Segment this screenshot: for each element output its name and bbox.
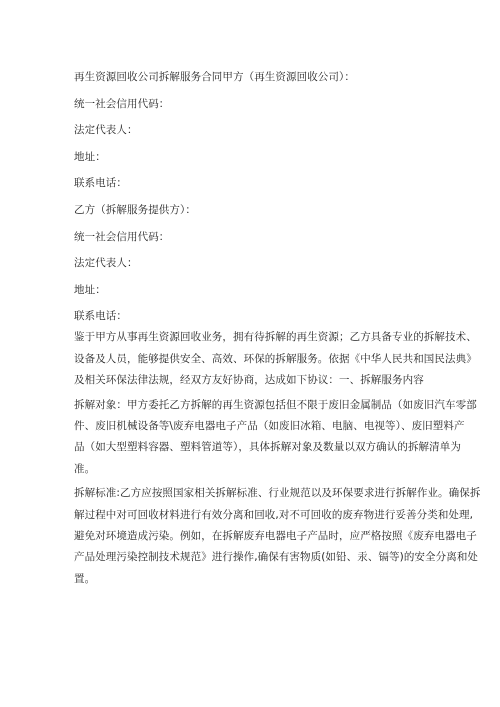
- text-line: 避免对环境造成污染。例如，在拆解废弃电器电子产品时，应严格按照《废弃电器电子: [74, 530, 477, 542]
- text-line: 产品处理污染控制技术规范》进行操作,确保有害物质(如铅、汞、镉等)的安全分离和处: [74, 551, 479, 564]
- text-line: 拆解标准:乙方应按照国家相关拆解标准、行业规范以及环保要求进行拆解作业。确保拆: [74, 487, 481, 500]
- party-b-heading: 乙方（拆解服务提供方）：: [74, 203, 196, 216]
- party-b-legal-rep-label: 法定代表人：: [74, 257, 138, 270]
- party-a-phone-label: 联系电话：: [74, 177, 127, 190]
- text-line: 及相关环保法律法规，经双方友好协商，达成如下协议：一、拆解服务内容: [74, 374, 424, 387]
- dismantling-object-paragraph: [74, 395, 477, 481]
- text-line: 品（如大型塑料容器、塑料管道等），具体拆解对象及数量以双方确认的拆解清单为: [74, 441, 461, 454]
- contract-title-party-a: 再生资源回收公司拆解服务合同甲方（再生资源回收公司）：: [74, 71, 355, 83]
- text-line: 件、废旧机械设备等\废弃电器电子产品（如废旧冰箱、电脑、电视等）、废旧塑料产: [74, 419, 465, 432]
- party-a-address-label: 地址：: [74, 150, 106, 163]
- party-a-legal-rep-label: 法定代表人：: [74, 124, 138, 137]
- text-line: 鉴于甲方从事再生资源回收业务，拥有待拆解的再生资源；乙方具备专业的拆解技术、: [74, 331, 477, 344]
- party-a-credit-code-label: 统一社会信用代码：: [74, 97, 170, 110]
- text-line: 拆解对象：甲方委托乙方拆解的再生资源包括但不限于废旧金属制品（如废旧汽车零部: [74, 398, 477, 411]
- party-b-address-label: 地址：: [74, 283, 106, 296]
- preamble-paragraph: [74, 327, 477, 391]
- party-b-phone-label: 联系电话：: [74, 310, 127, 323]
- text-line: 置。: [74, 572, 96, 585]
- dismantling-standard-paragraph: [74, 483, 481, 590]
- text-line: 解过程中对可回收材料进行有效分离和回收,对不可回收的废弃物进行妥善分类和处理,: [74, 508, 474, 521]
- party-b-credit-code-label: 统一社会信用代码：: [74, 230, 170, 243]
- text-line: 设备及人员，能够提供安全、高效、环保的拆解服务。依据《中华人民共和国民法典》: [74, 352, 477, 365]
- text-line: 准。: [74, 462, 96, 475]
